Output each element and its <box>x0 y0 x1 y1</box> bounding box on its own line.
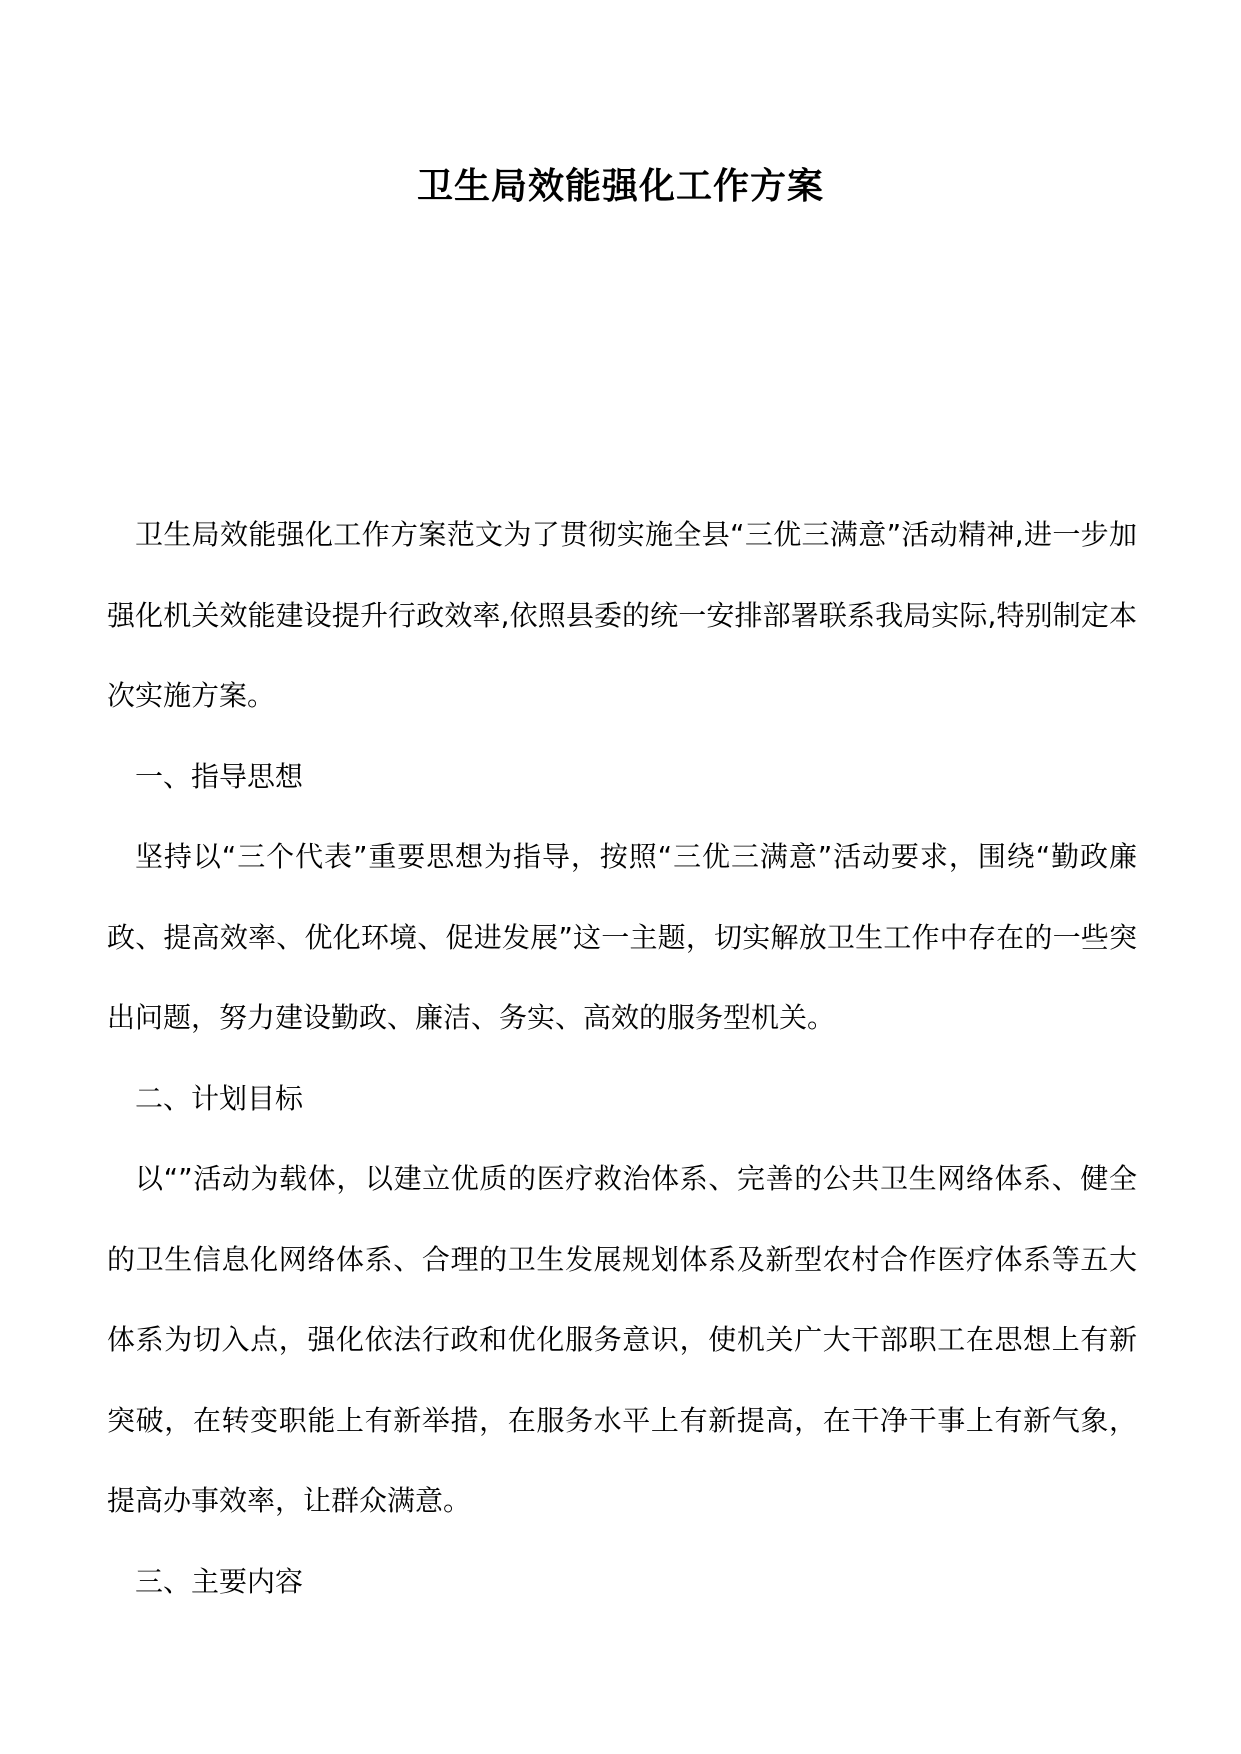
guiding-ideology-paragraph: 坚持以“三个代表”重要思想为指导，按照“三优三满意”活动要求，围绕“勤政廉政、提高效率、优化环境、促进发展”这一主题，切实解放卫生工作中存在的一些突出问题，努力建设勤政、廉洁、务实、高效的服务型机关。 <box>107 840 1137 1034</box>
section-heading-plan-goals: 二、计划目标 <box>135 1081 304 1115</box>
intro-paragraph: 卫生局效能强化工作方案范文为了贯彻实施全县“三优三满意”活动精神,进一步加强化机关效能建设提升行政效率,依照县委的统一安排部署联系我局实际,特别制定本次实施方案。 <box>107 518 1137 712</box>
section-heading-main-content: 三、主要内容 <box>135 1564 304 1598</box>
section-heading-guiding-ideology: 一、指导思想 <box>135 759 304 793</box>
document-title: 卫生局效能强化工作方案 <box>416 165 824 207</box>
plan-goals-paragraph: 以“”活动为载体，以建立优质的医疗救治体系、完善的公共卫生网络体系、健全的卫生信息化网络体系、合理的卫生发展规划体系及新型农村合作医疗体系等五大体系为切入点，强化依法行政和优化服务意识，使机关广大干部职工在思想上有新突破，在转变职能上有新举措，在服务水平上有新提高，在干净干事上有新气象，提高办事效率，让群众满意。 <box>107 1162 1137 1517</box>
document-body <box>107 495 1137 1622</box>
